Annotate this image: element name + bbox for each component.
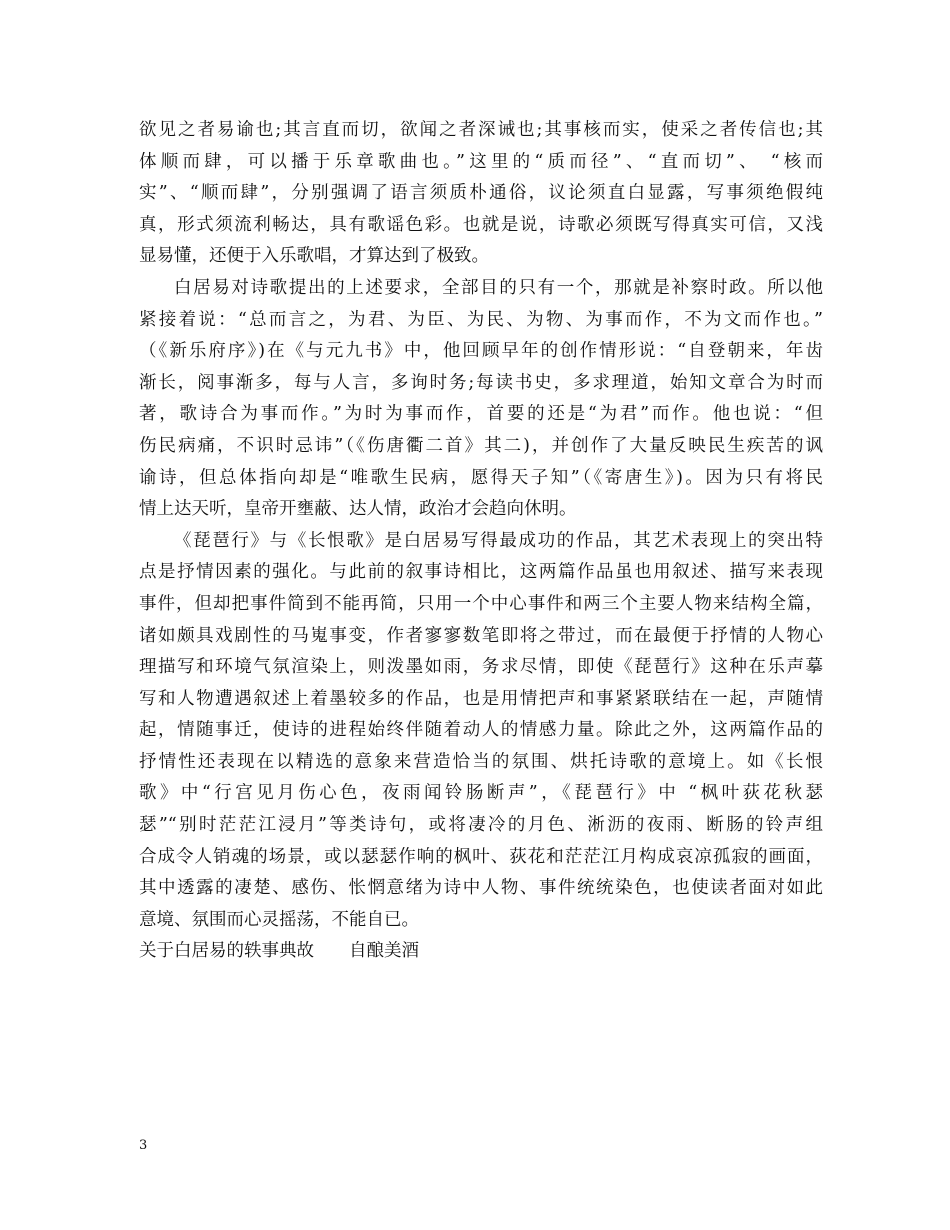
paragraph-3-line: 点是抒情因素的强化。与此前的叙事诗相比，这两篇作品虽也用叙述、描写来表现 [139,562,823,583]
paragraph-2-line: 著，歌诗合为事而作。”为时为事而作，首要的还是“为君”而作。他也说：“但 [139,404,823,425]
paragraph-1-line: 真，形式须流利畅达，具有歌谣色彩。也就是说，诗歌必须既写得真实可信，又浅 [139,214,823,235]
paragraph-1-line: 实”、“顺而肆”，分别强调了语言须质朴通俗，议论须直白显露，写事须绝假纯 [139,183,823,204]
paragraph-2-line: 谕诗，但总体指向却是“唯歌生民病，愿得天子知”（《寄唐生》)。因为只有将民 [139,467,823,488]
section-heading [139,936,823,968]
paragraph-3-line: 理描写和环境气氛渲染上，则泼墨如雨，务求尽情，即使《琵琶行》这种在乐声摹 [139,657,823,678]
paragraph-2-line: （《新乐府序》)在《与元九书》中，他回顾早年的创作情形说：“自登朝来，年齿 [139,341,823,362]
paragraph-3-line: 瑟”“别时茫茫江浸月”等类诗句，或将凄冷的月色、淅沥的夜雨、断肠的铃声组 [139,815,823,836]
article-body [139,115,823,968]
paragraph-1-line: 体顺而肆，可以播于乐章歌曲也。”这里的“质而径”、“直而切”、 “核而 [139,151,823,172]
paragraph-3-line: 其中透露的凄楚、感伤、怅惘意绪为诗中人物、事件统统染色，也使读者面对如此 [139,878,823,899]
paragraph-2-line: 渐长，阅事渐多，每与人言，多询时务;每读书史，多求理道，始知文章合为时而 [139,372,823,393]
paragraph-3-line: 歌》中“行宫见月伤心色，夜雨闻铃肠断声”，《琵琶行》中 “枫叶荻花秋瑟 [139,783,823,804]
paragraph-3-line: 事件，但却把事件简到不能再简，只用一个中心事件和两三个主要人物来结构全篇， [139,593,823,614]
paragraph-3-line: 意境、氛围而心灵摇荡，不能自已。 [139,909,419,930]
paragraph-3-line: 写和人物遭遇叙述上着墨较多的作品，也是用情把声和事紧紧联结在一起，声随情 [139,688,823,709]
paragraph-2-line: 紧接着说：“总而言之，为君、为臣、为民、为物、为事而作，不为文而作也。” [139,309,823,330]
paragraph-3-line: 《琵琶行》与《长恨歌》是白居易写得最成功的作品，其艺术表现上的突出特 [174,530,823,551]
paragraph-3-line: 合成令人销魂的场景，或以瑟瑟作响的枫叶、荻花和茫茫江月构成哀凉孤寂的画面， [139,846,823,867]
paragraph-1-line: 显易懂，还便于入乐歌唱，才算达到了极致。 [139,246,489,267]
paragraph-3-line: 抒情性还表现在以精选的意象来营造恰当的氛围、烘托诗歌的意境上。如《长恨 [139,751,823,772]
section-heading-title: 关于白居易的轶事典故 [139,941,314,962]
paragraph-3-line: 诸如颇具戏剧性的马嵬事变，作者寥寥数笔即将之带过，而在最便于抒情的人物心 [139,625,823,646]
paragraph-2-line: 情上达天听，皇帝开壅蔽、达人情，政治才会趋向休明。 [139,499,577,520]
paragraph-2-line: 伤民病痛，不识时忌讳”（《伤唐衢二首》其二)，并创作了大量反映民生疾苦的讽 [139,435,823,456]
page-number: 3 [139,1138,148,1153]
paragraph-3-line: 起，情随事迁，使诗的进程始终伴随着动人的情感力量。除此之外，这两篇作品的 [139,720,823,741]
paragraph-1-line: 欲见之者易谕也;其言直而切，欲闻之者深诫也;其事核而实，使采之者传信也;其 [139,120,823,140]
section-heading-subtitle: 自酿美酒 [349,941,419,962]
paragraph-2-line: 白居易对诗歌提出的上述要求，全部目的只有一个，那就是补察时政。所以他 [174,277,823,298]
